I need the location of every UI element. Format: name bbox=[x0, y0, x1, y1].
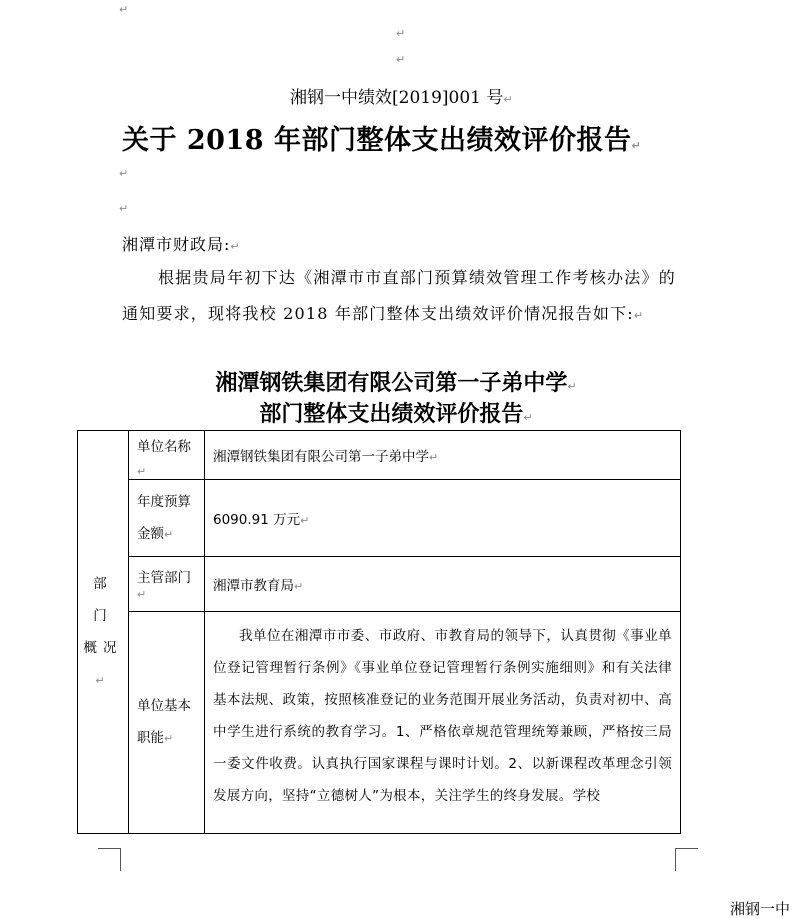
row-value-cell bbox=[205, 612, 681, 834]
department-overview-table bbox=[77, 430, 681, 834]
addressee: 湘潭市财政局:↵ bbox=[122, 235, 241, 254]
page-corner-mark-right bbox=[675, 848, 698, 871]
table-row bbox=[78, 612, 681, 834]
body-paragraph: 根据贵局年初下达《湘潭市市直部门预算绩效管理工作考核办法》的通知要求，现将我校 2018 年部门整体支出绩效评价情况报告如下:↵ bbox=[122, 268, 676, 323]
category-label: 部 门 概况 bbox=[83, 575, 123, 656]
paragraph-mark: ↵ bbox=[396, 27, 406, 40]
report-heading-line2: 部门整体支出绩效评价报告↵ bbox=[259, 402, 533, 427]
row-label-cell: 年度预算金额↵ bbox=[129, 480, 205, 557]
unit-functions-text: 我单位在湘潭市市委、市政府、市教育局的领导下，认真贯彻《事业单位登记管理暂行条例》《事业单位登记管理暂行条例实施细则》和有关法律基本法规、政策，按照核准登记的业务范围开展业务活动，负责对初中、高中学生进行系统的教育学习。1、严格依章规范管理统筹兼顾，严格按三局一委文件收费。认真执行国家课程与课时计划。2、以新课程改革理念引领发展方向，坚持“立德树人”为根本，关注学生的终身发展。学校 bbox=[213, 628, 672, 804]
row-value-cell: 湘潭钢铁集团有限公司第一子弟中学↵ bbox=[205, 431, 681, 480]
category-cell: 部 门 概况↵ bbox=[78, 431, 129, 834]
table-row bbox=[78, 431, 681, 480]
report-heading-line1: 湘潭钢铁集团有限公司第一子弟中学↵ bbox=[215, 371, 577, 396]
footer-text: 湘钢一中 bbox=[729, 900, 790, 918]
paragraph-mark: ↵ bbox=[119, 167, 129, 180]
row-label-cell: 主管部门↵ bbox=[129, 557, 205, 612]
paragraph-mark: ↵ bbox=[119, 3, 129, 16]
paragraph-mark: ↵ bbox=[119, 202, 129, 215]
page-title: 关于 2018 年部门整体支出绩效评价报告↵ bbox=[122, 125, 642, 156]
table-row bbox=[78, 480, 681, 557]
row-label-cell: 单位基本职能↵ bbox=[129, 612, 205, 834]
paragraph-mark: ↵ bbox=[396, 53, 406, 66]
row-value-cell: 湘潭市教育局↵ bbox=[205, 557, 681, 612]
row-label-cell: 单位名称↵ bbox=[129, 431, 205, 480]
page-corner-mark-left bbox=[98, 848, 121, 871]
table-row bbox=[78, 557, 681, 612]
document-number: 湘钢一中绩效[2019]001 号↵ bbox=[290, 88, 513, 108]
row-value-cell: 6090.91 万元↵ bbox=[205, 480, 681, 557]
